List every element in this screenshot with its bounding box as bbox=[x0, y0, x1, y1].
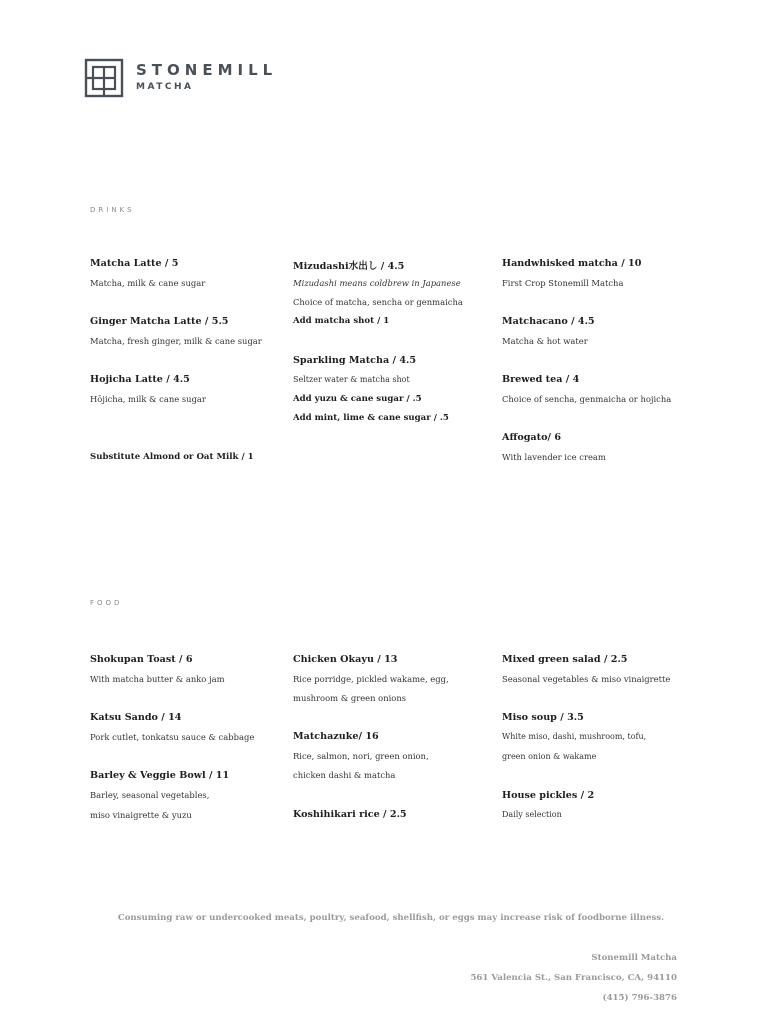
item-addon: Add mint, lime & cane sugar / .5 bbox=[293, 413, 449, 423]
item-description: chicken dashi & matcha bbox=[293, 770, 396, 780]
brand-logo bbox=[84, 58, 289, 100]
footer-business-name: Stonemill Matcha bbox=[591, 953, 677, 963]
stonemill-logo-icon bbox=[84, 58, 126, 100]
item-description: First Crop Stonemill Matcha bbox=[502, 278, 624, 288]
item-title: Koshihikari rice / 2.5 bbox=[293, 809, 407, 820]
item-title: Mizudashi水出し / 4.5 bbox=[293, 261, 405, 272]
item-description: Rice porridge, pickled wakame, egg, bbox=[293, 674, 449, 684]
item-title: Mixed green salad / 2.5 bbox=[502, 654, 628, 665]
footer-address: 561 Valencia St., San Francisco, CA, 94110 bbox=[470, 973, 677, 983]
item-description: green onion & wakame bbox=[502, 752, 597, 761]
item-title: Miso soup / 3.5 bbox=[502, 712, 584, 723]
item-addon: Add matcha shot / 1 bbox=[293, 316, 390, 326]
item-description: Choice of sencha, genmaicha or hojicha bbox=[502, 394, 672, 404]
item-note: Mizudashi means coldbrew in Japanese bbox=[293, 278, 461, 288]
item-addon: Add yuzu & cane sugar / .5 bbox=[293, 394, 422, 404]
brand-name: STONEMILL bbox=[136, 61, 278, 79]
item-description: Matcha, fresh ginger, milk & cane sugar bbox=[90, 336, 262, 346]
item-title: Matchazuke/ 16 bbox=[293, 731, 379, 742]
item-description: Barley, seasonal vegetables, bbox=[90, 790, 210, 800]
item-description: Hōjicha, milk & cane sugar bbox=[90, 394, 206, 404]
item-title: Sparkling Matcha / 4.5 bbox=[293, 355, 417, 366]
item-title: Chicken Okayu / 13 bbox=[293, 654, 398, 665]
item-description: White miso, dashi, mushroom, tofu, bbox=[502, 732, 647, 741]
item-description: Rice, salmon, nori, green onion, bbox=[293, 751, 429, 761]
item-title: Brewed tea / 4 bbox=[502, 374, 580, 385]
item-description: Matcha & hot water bbox=[502, 336, 588, 346]
item-description: Pork cutlet, tonkatsu sauce & cabbage bbox=[90, 732, 255, 742]
item-title: Affogato/ 6 bbox=[502, 432, 561, 443]
item-description: Seasonal vegetables & miso vinaigrette bbox=[502, 674, 671, 684]
item-description: miso vinaigrette & yuzu bbox=[90, 810, 192, 820]
item-title: Katsu Sando / 14 bbox=[90, 712, 182, 723]
item-description: Choice of matcha, sencha or genmaicha bbox=[293, 297, 463, 307]
item-description: Seltzer water & matcha shot bbox=[293, 375, 410, 384]
drinks-section-label: DRINKS bbox=[90, 206, 135, 214]
item-title: House pickles / 2 bbox=[502, 790, 595, 801]
item-title: Shokupan Toast / 6 bbox=[90, 654, 193, 665]
item-description: Daily selection bbox=[502, 810, 562, 819]
brand-subtitle: MATCHA bbox=[136, 82, 194, 92]
item-description: With lavender ice cream bbox=[502, 452, 606, 462]
item-description: With matcha butter & anko jam bbox=[90, 674, 225, 684]
item-title: Hojicha Latte / 4.5 bbox=[90, 374, 190, 385]
footer-phone: (415) 796-3876 bbox=[602, 993, 677, 1003]
item-title: Handwhisked matcha / 10 bbox=[502, 258, 642, 269]
item-description: Matcha, milk & cane sugar bbox=[90, 278, 206, 288]
item-title: Matcha Latte / 5 bbox=[90, 258, 179, 269]
food-safety-disclaimer: Consuming raw or undercooked meats, poultry, seafood, shellfish, or eggs may increase risk of foodborne illness. bbox=[117, 913, 665, 923]
item-title: Ginger Matcha Latte / 5.5 bbox=[90, 316, 229, 327]
item-title: Matchacano / 4.5 bbox=[502, 316, 595, 327]
milk-substitute-note: Substitute Almond or Oat Milk / 1 bbox=[90, 452, 254, 462]
food-section-label: FOOD bbox=[90, 599, 123, 607]
item-description: mushroom & green onions bbox=[293, 693, 407, 703]
item-title: Barley & Veggie Bowl / 11 bbox=[90, 770, 230, 781]
